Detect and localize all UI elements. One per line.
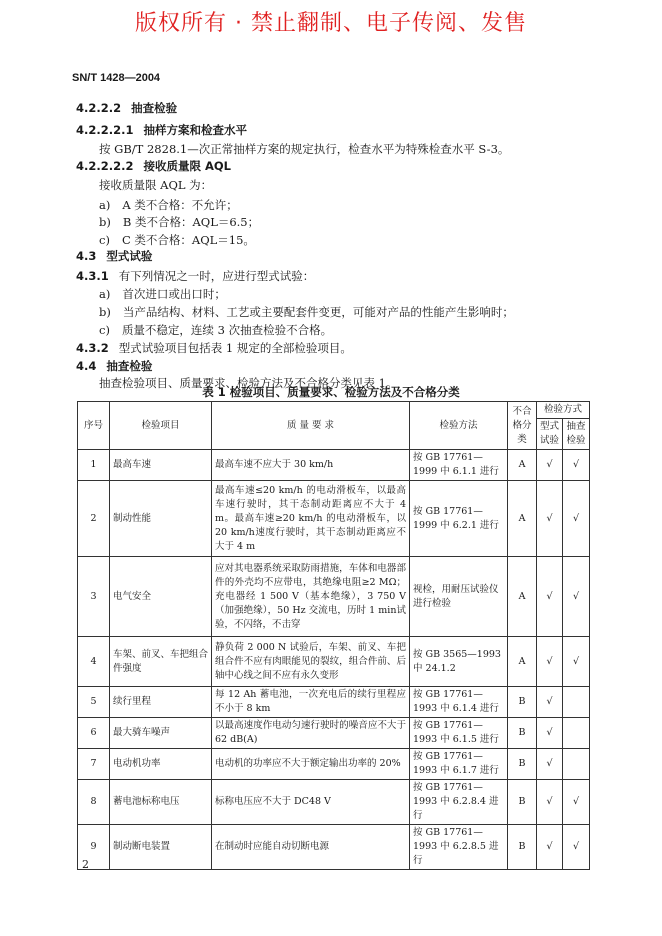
- cell-type-test: √: [537, 749, 563, 780]
- cell-class: A: [508, 481, 537, 557]
- cell-sample-test: √: [563, 450, 590, 481]
- body-line: [76, 248, 152, 264]
- cell-type-test: √: [537, 718, 563, 749]
- body-line: [99, 141, 509, 157]
- cell-method: 按 GB 17761—1993 中 6.2.8.4 进行: [410, 780, 508, 825]
- table-row: [78, 450, 590, 481]
- cell-sample-test: √: [563, 557, 590, 637]
- page-number: 2: [82, 858, 89, 871]
- watermark-banner: 版权所有 · 禁止翻制、电子传阅、发售: [135, 11, 527, 36]
- cell-requirement: 静负荷 2 000 N 试验后，车架、前叉、车把组合件不应有肉眼能见的裂纹，组合件前、后轴中心线之间不应有永久变形: [212, 637, 410, 687]
- cell-class: B: [508, 718, 537, 749]
- cell-class: A: [508, 637, 537, 687]
- cell-seq: 6: [78, 718, 110, 749]
- body-line: [76, 340, 352, 356]
- body-line: [99, 304, 514, 320]
- clause-number: 4.3.1: [76, 269, 109, 283]
- cell-sample-test: [563, 687, 590, 718]
- inspection-table: [77, 401, 590, 870]
- cell-sample-test: [563, 718, 590, 749]
- cell-item: 最大骑车噪声: [110, 718, 212, 749]
- cell-sample-test: √: [563, 481, 590, 557]
- table-caption: 表 1 检验项目、质量要求、检验方法及不合格分类: [202, 385, 460, 399]
- cell-seq: 4: [78, 637, 110, 687]
- body-line: [99, 214, 259, 230]
- header-type-test: 型式试验: [537, 419, 563, 450]
- table-row: [78, 687, 590, 718]
- cell-item: 制动性能: [110, 481, 212, 557]
- clause-number: 4.4: [76, 359, 97, 373]
- cell-sample-test: √: [563, 637, 590, 687]
- cell-sample-test: √: [563, 780, 590, 825]
- clause-text: 首次进口或出口时；: [122, 287, 226, 301]
- table-row: [78, 481, 590, 557]
- header-sample-test: 抽查检验: [563, 419, 590, 450]
- cell-method: 按 GB 17761—1993 中 6.1.4 进行: [410, 687, 508, 718]
- table-body: [78, 450, 590, 870]
- cell-item: 车架、前叉、车把组合件强度: [110, 637, 212, 687]
- cell-requirement: 最高车速不应大于 30 km/h: [212, 450, 410, 481]
- cell-requirement: 以最高速度作电动匀速行驶时的噪音应不大于 62 dB(A): [212, 718, 410, 749]
- cell-type-test: √: [537, 450, 563, 481]
- table-row: [78, 780, 590, 825]
- body-line: [99, 286, 226, 302]
- cell-seq: 5: [78, 687, 110, 718]
- cell-seq: 8: [78, 780, 110, 825]
- cell-seq: 1: [78, 450, 110, 481]
- body-line: [99, 232, 255, 248]
- cell-class: B: [508, 749, 537, 780]
- cell-class: B: [508, 687, 537, 718]
- body-line: [99, 197, 238, 213]
- cell-class: B: [508, 825, 537, 870]
- clause-number: 4.3: [76, 249, 97, 263]
- clause-number: 4.2.2.2.1: [76, 123, 134, 137]
- clause-text: 抽查检验: [106, 359, 153, 373]
- table-row: [78, 749, 590, 780]
- clause-number: c): [99, 323, 110, 337]
- body-line: [76, 358, 152, 374]
- body-line: [76, 268, 314, 284]
- cell-type-test: √: [537, 557, 563, 637]
- header-requirement: 质 量 要 求: [212, 402, 410, 450]
- clause-number: b): [99, 305, 111, 319]
- cell-class: A: [508, 450, 537, 481]
- cell-method: 按 GB 3565—1993 中 24.1.2: [410, 637, 508, 687]
- cell-requirement: 在制动时应能自动切断电源: [212, 825, 410, 870]
- clause-number: a): [99, 287, 111, 301]
- cell-type-test: √: [537, 780, 563, 825]
- cell-method: 按 GB 17761—1999 中 6.2.1 进行: [410, 481, 508, 557]
- clause-text: 型式试验项目包括表 1 规定的全部检验项目。: [118, 341, 352, 355]
- cell-item: 电动机功率: [110, 749, 212, 780]
- cell-type-test: √: [537, 825, 563, 870]
- cell-class: B: [508, 780, 537, 825]
- cell-class: A: [508, 557, 537, 637]
- clause-text: 有下列情况之一时，应进行型式试验：: [118, 269, 315, 283]
- body-line: [99, 177, 212, 193]
- clause-text: 抽样方案和检查水平: [143, 123, 247, 137]
- header-seq: 序号: [78, 402, 110, 450]
- clause-text: 按 GB/T 2828.1—次正常抽样方案的规定执行，检查水平为特殊检查水平 S-3。: [99, 142, 510, 156]
- clause-text: 当产品结构、材料、工艺或主要配套件变更，可能对产品的性能产生影响时；: [122, 305, 514, 319]
- clause-text: 抽查检验项目、质量要求、检验方法及不合格分类见表 1。: [99, 376, 398, 390]
- standard-code: SN/T 1428—2004: [72, 72, 161, 84]
- clause-number: 4.2.2.2.2: [76, 159, 134, 173]
- cell-item: 电气安全: [110, 557, 212, 637]
- cell-seq: 2: [78, 481, 110, 557]
- table-row: [78, 557, 590, 637]
- header-class: 不合格分类: [508, 402, 537, 450]
- clause-text: A 类不合格：不允许；: [122, 198, 238, 212]
- clause-text: C 类不合格：AQL＝15。: [121, 233, 255, 247]
- cell-method: 按 GB 17761—1993 中 6.1.5 进行: [410, 718, 508, 749]
- cell-requirement: 应对其电器系统采取防雨措施，车体和电器部件的外壳均不应带电，其绝缘电阻≥2 MΩ；充电器经 1 500 V（基本绝缘），3 750 V（加强绝缘），50 Hz 交流电，历时 1 min试验，不闪络，不击穿: [212, 557, 410, 637]
- body-line: [99, 322, 332, 338]
- cell-requirement: 标称电压应不大于 DC48 V: [212, 780, 410, 825]
- clause-number: 4.3.2: [76, 341, 109, 355]
- cell-seq: 9: [78, 825, 110, 870]
- cell-requirement: 最高车速≤20 km/h 的电动滑板车，以最高车速行驶时，其干态制动距离应不大于 4 m。最高车速≥20 km/h 的电动滑板车，以 20 km/h速度行驶时，其干态制动距离应不大于 4 m: [212, 481, 410, 557]
- header-method: 检验方法: [410, 402, 508, 450]
- cell-type-test: √: [537, 687, 563, 718]
- cell-method: 按 GB 17761—1993 中 6.1.7 进行: [410, 749, 508, 780]
- body-line: [76, 100, 177, 116]
- cell-item: 最高车速: [110, 450, 212, 481]
- cell-item: 续行里程: [110, 687, 212, 718]
- clause-text: 接收质量限 AQL 为：: [99, 178, 213, 192]
- clause-text: 质量不稳定，连续 3 次抽查检验不合格。: [121, 323, 333, 337]
- clause-text: B 类不合格：AQL＝6.5；: [122, 215, 260, 229]
- cell-requirement: 每 12 Ah 蓄电池，一次充电后的续行里程应不小于 8 km: [212, 687, 410, 718]
- clause-text: 接收质量限 AQL: [143, 159, 231, 173]
- cell-requirement: 电动机的功率应不大于额定输出功率的 20%: [212, 749, 410, 780]
- cell-method: 视检，用耐压试验仪进行检验: [410, 557, 508, 637]
- cell-seq: 7: [78, 749, 110, 780]
- body-line: [76, 158, 231, 174]
- header-item: 检验项目: [110, 402, 212, 450]
- cell-type-test: √: [537, 481, 563, 557]
- cell-item: 蓄电池标称电压: [110, 780, 212, 825]
- cell-seq: 3: [78, 557, 110, 637]
- body-line: [76, 122, 247, 138]
- table-row: [78, 637, 590, 687]
- cell-item: 制动断电装置: [110, 825, 212, 870]
- clause-number: c): [99, 233, 110, 247]
- clause-text: 型式试验: [106, 249, 153, 263]
- table-row: [78, 718, 590, 749]
- clause-text: 抽查检验: [131, 101, 178, 115]
- clause-number: b): [99, 215, 111, 229]
- table-row: [78, 825, 590, 870]
- cell-method: 按 GB 17761—1993 中 6.2.8.5 进行: [410, 825, 508, 870]
- cell-sample-test: √: [563, 825, 590, 870]
- cell-method: 按 GB 17761—1999 中 6.1.1 进行: [410, 450, 508, 481]
- header-method-group: 检验方式: [537, 402, 590, 419]
- clause-number: 4.2.2.2: [76, 101, 122, 115]
- cell-type-test: √: [537, 637, 563, 687]
- cell-sample-test: [563, 749, 590, 780]
- clause-number: a): [99, 198, 111, 212]
